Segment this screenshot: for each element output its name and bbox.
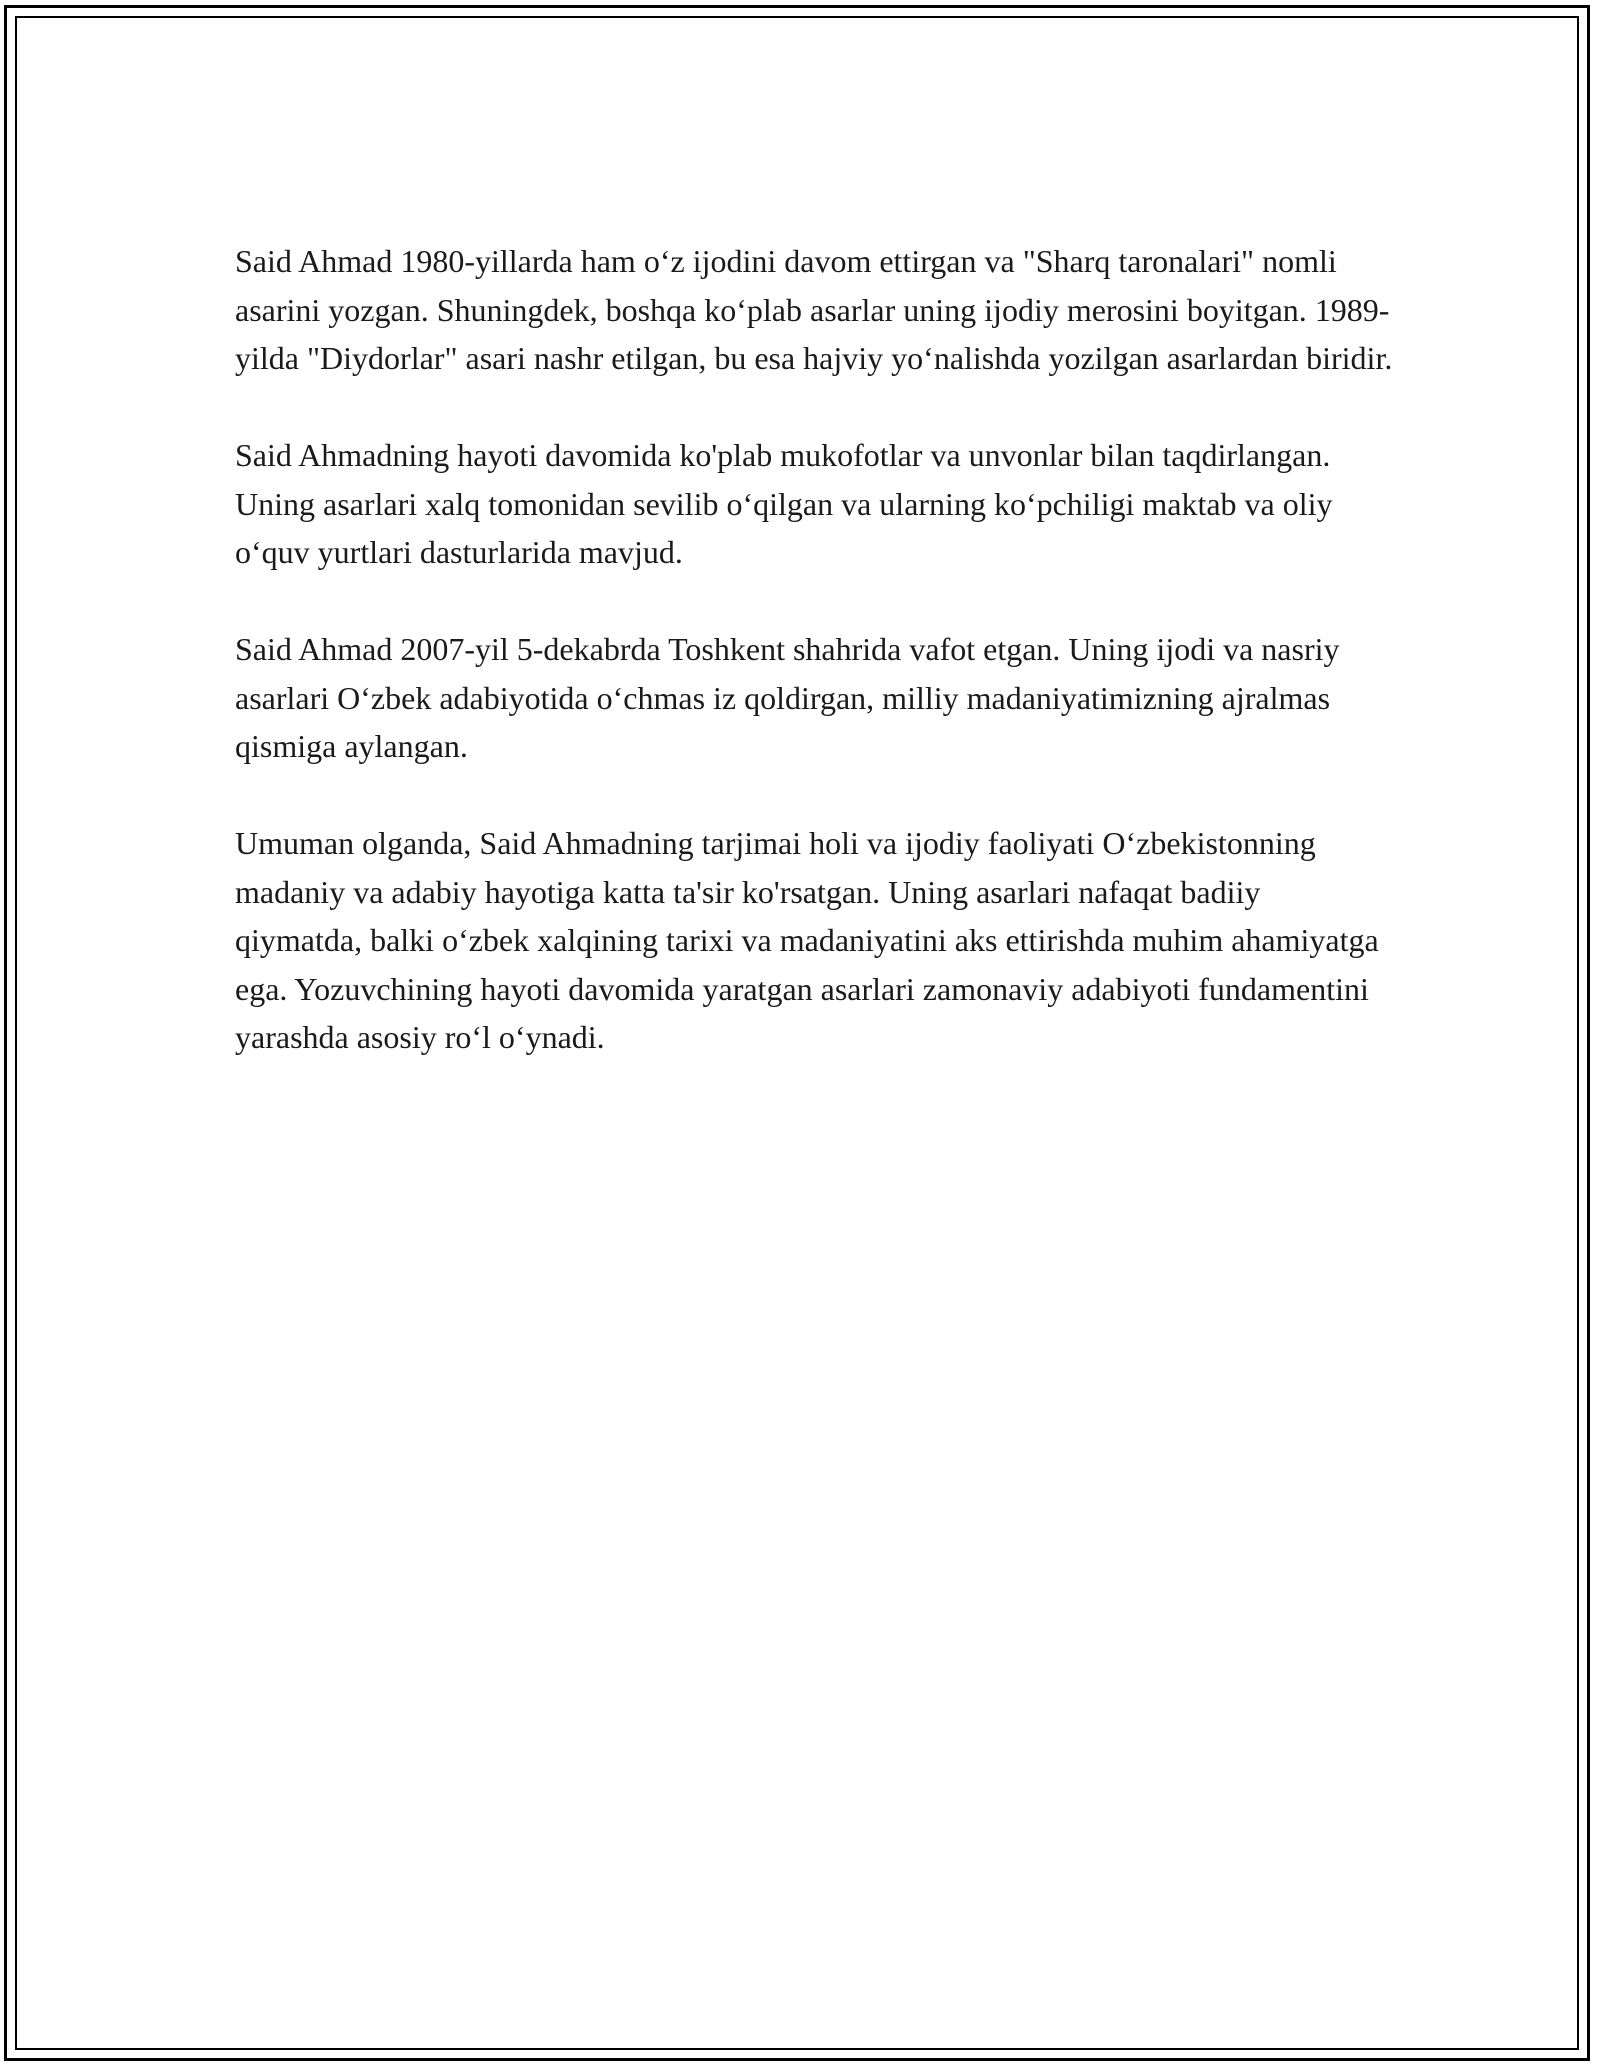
paragraph-later-works: Said Ahmad 1980-yillarda ham o‘z ijodini davom ettirgan va "Sharq taronalari" nomli asarini yozgan. Shuningdek, boshqa ko‘plab asarlar uning ijodiy merosini boyitgan. 1989-yilda "Diydorlar" asari nashr etilgan, bu esa hajviy yo‘nalishda yozilgan asarlardan biridir. (235, 243, 1393, 376)
paragraph-death: Said Ahmad 2007-yil 5-dekabrda Toshkent shahrida vafot etgan. Uning ijodi va nasriy asarlari O‘zbek adabiyotida o‘chmas iz qoldirgan, milliy madaniyatimizning ajralmas qismiga aylangan. (235, 631, 1340, 764)
paragraph-awards: Said Ahmadning hayoti davomida ko'plab mukofotlar va unvonlar bilan taqdirlangan. Uning asarlari xalq tomonidan sevilib o‘qilgan va ularning ko‘pchiligi maktab va oliy o‘quv yurtlari dasturlarida mavjud. (235, 437, 1333, 570)
document-body (235, 237, 1395, 1110)
paragraph-conclusion: Umuman olganda, Said Ahmadning tarjimai holi va ijodiy faoliyati O‘zbekistonning madaniy va adabiy hayotiga katta ta'sir ko'rsatgan. Uning asarlari nafaqat badiiy qiymatda, balki o‘zbek xalqining tarixi va madaniyatini aks ettirishda muhim ahamiyatga ega. Yozuvchining hayoti davomida yaratgan asarlari zamonaviy adabiyoti fundamentini yarashda asosiy ro‘l o‘ynadi. (235, 825, 1379, 1055)
